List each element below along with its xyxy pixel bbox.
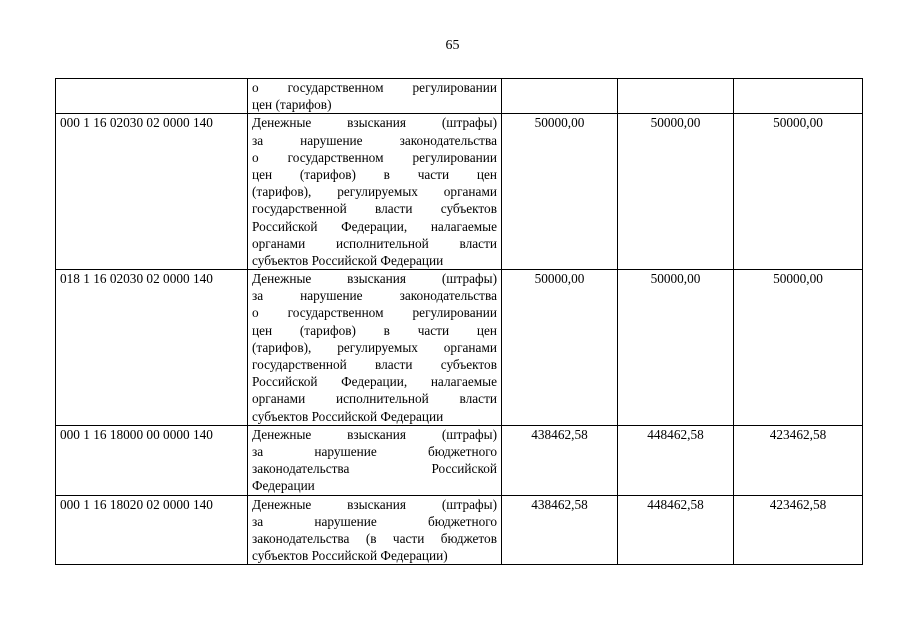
description-line: цен (тарифов) [252, 97, 332, 113]
amount-cell-year-2: 50000,00 [618, 114, 734, 270]
description-line: органами исполнительной власти [252, 235, 497, 251]
amount-cell-year-1 [502, 79, 618, 114]
description-line: за нарушение бюджетного [252, 443, 497, 459]
description-line: (тарифов), регулируемых органами [252, 184, 497, 200]
description-line: Денежные взыскания (штрафы) [252, 115, 497, 131]
description-line: Денежные взыскания (штрафы) [252, 496, 497, 512]
description-line: за нарушение бюджетного [252, 513, 497, 529]
description-line: за нарушение законодательства [252, 132, 497, 148]
description-line: субъектов Российской Федерации [252, 252, 444, 268]
description-line: законодательства Российской [252, 461, 497, 477]
amount-cell-year-1: 50000,00 [502, 270, 618, 426]
budget-code-cell: 018 1 16 02030 02 0000 140 [56, 270, 248, 426]
table-row [56, 270, 863, 426]
amount-cell-year-3 [734, 79, 863, 114]
budget-code-cell [56, 79, 248, 114]
description-line: о государственном регулировании [252, 80, 497, 95]
description-line: государственной власти субъектов [252, 357, 497, 372]
amount-cell-year-3: 423462,58 [734, 495, 863, 565]
budget-revenue-table [55, 78, 863, 565]
amount-cell-year-2 [618, 79, 734, 114]
table-body [56, 79, 863, 565]
description-line: цен (тарифов) в части цен [252, 166, 497, 182]
amount-cell-year-2: 50000,00 [618, 270, 734, 426]
description-cell [248, 425, 502, 495]
description-line: органами исполнительной власти [252, 391, 497, 407]
description-cell [248, 79, 502, 114]
description-line: за нарушение законодательства [252, 288, 497, 304]
description-line: цен (тарифов) в части цен [252, 322, 497, 338]
description-cell [248, 114, 502, 270]
page-number: 65 [445, 38, 460, 53]
description-cell [248, 495, 502, 565]
description-line: о государственном регулировании [252, 305, 497, 321]
budget-code-cell: 000 1 16 02030 02 0000 140 [56, 114, 248, 270]
description-line: Российской Федерации, налагаемые [252, 374, 497, 390]
table-row [56, 425, 863, 495]
table-row [56, 114, 863, 270]
table-row [56, 79, 863, 114]
amount-cell-year-3: 423462,58 [734, 425, 863, 495]
description-line: о государственном регулировании [252, 149, 497, 165]
amount-cell-year-3: 50000,00 [734, 270, 863, 426]
description-line: законодательства (в части бюджетов [252, 530, 497, 546]
amount-cell-year-2: 448462,58 [618, 495, 734, 565]
description-line: субъектов Российской Федерации) [252, 548, 448, 564]
amount-cell-year-2: 448462,58 [618, 425, 734, 495]
amount-cell-year-3: 50000,00 [734, 114, 863, 270]
budget-code-cell: 000 1 16 18000 00 0000 140 [56, 425, 248, 495]
table-row [56, 495, 863, 565]
description-line: (тарифов), регулируемых органами [252, 339, 497, 355]
budget-code-cell: 000 1 16 18020 02 0000 140 [56, 495, 248, 565]
description-line: Денежные взыскания (штрафы) [252, 271, 497, 287]
amount-cell-year-1: 50000,00 [502, 114, 618, 270]
description-line: Денежные взыскания (штрафы) [252, 426, 497, 442]
description-cell [248, 270, 502, 426]
description-line: Российской Федерации, налагаемые [252, 218, 497, 234]
description-line: государственной власти субъектов [252, 201, 497, 217]
description-line: субъектов Российской Федерации [252, 408, 444, 424]
description-line: Федерации [252, 478, 315, 494]
amount-cell-year-1: 438462,58 [502, 495, 618, 565]
amount-cell-year-1: 438462,58 [502, 425, 618, 495]
